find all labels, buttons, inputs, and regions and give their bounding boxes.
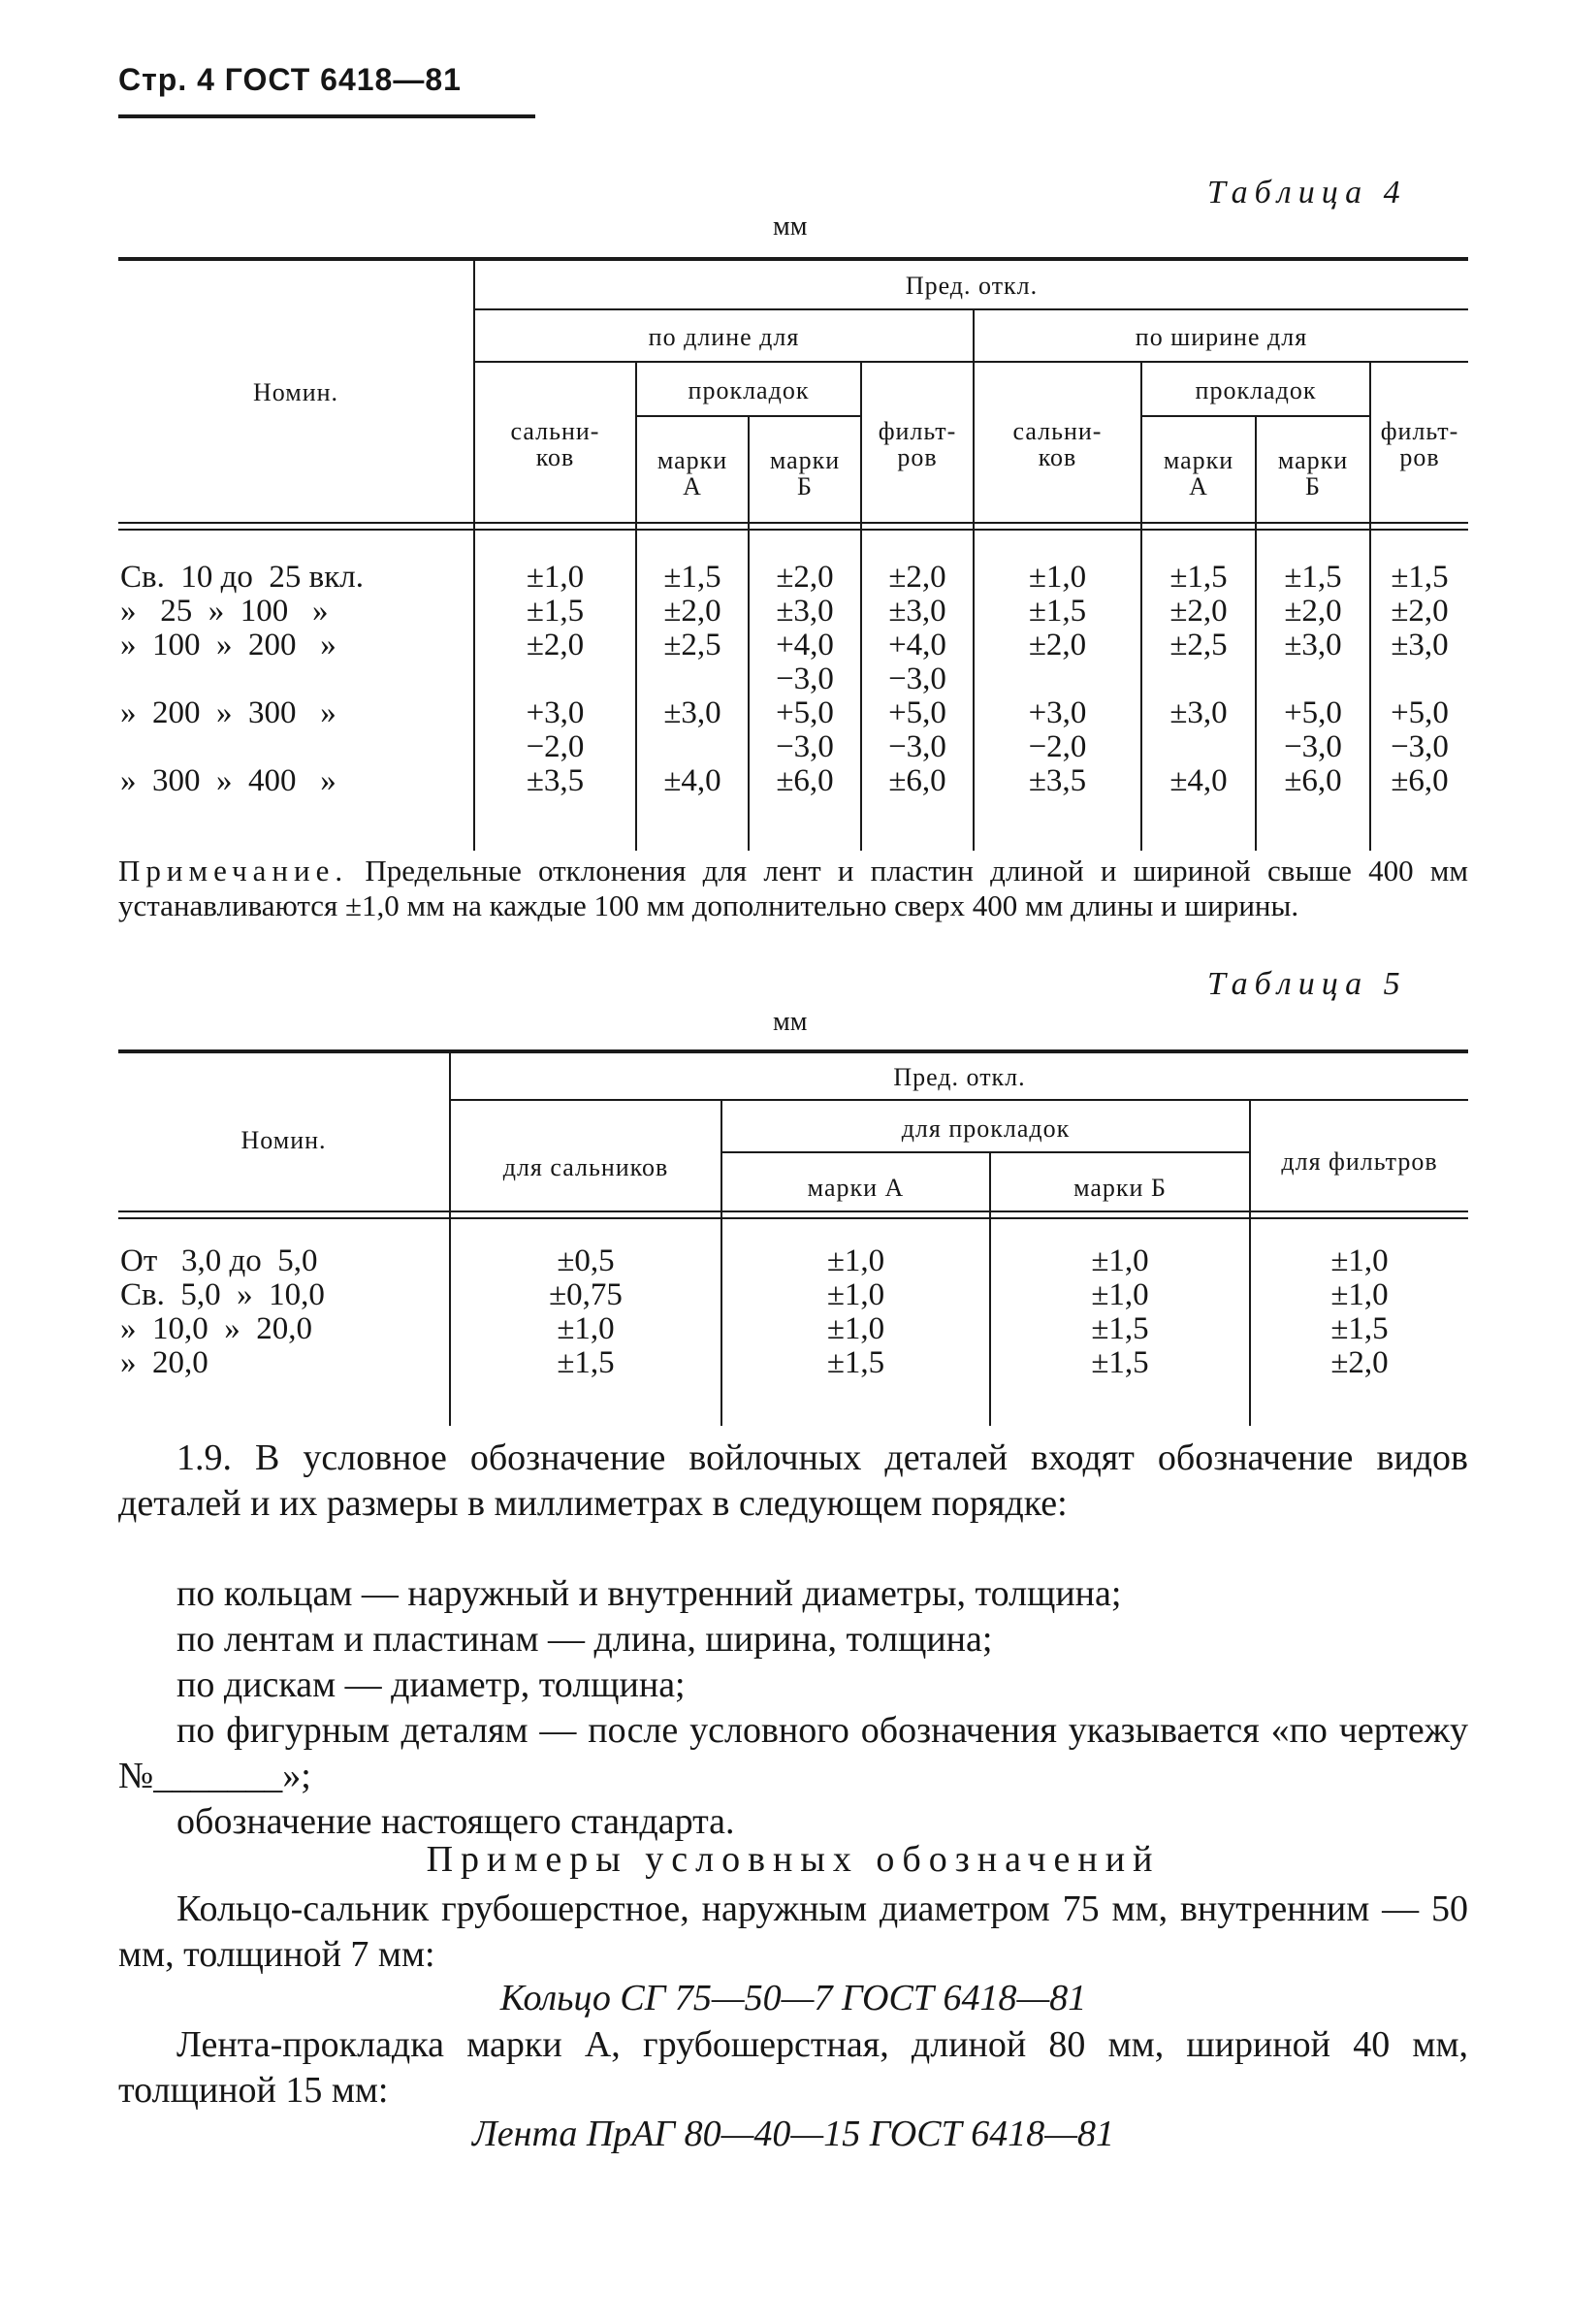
table-cell: ±1,5 [526,594,585,629]
table-cell: ±3,0 [776,594,834,629]
table-cell: ±1,5 [1169,560,1228,595]
section-item-discs: по дискам — диаметр, толщина; [176,1664,686,1705]
table-cell: +4,0 −3,0 [776,628,834,696]
table-cell: ±3,5 [1028,763,1087,798]
table-cell: ±6,0 [776,763,834,798]
table5-header-marka-a: марки А [807,1174,905,1202]
table5-rule [722,1151,1249,1153]
table4-header-filtrov-w: фильт- ров [1380,417,1459,471]
table-cell: ±1,5 [557,1345,615,1380]
table5-header-rule [118,1217,1468,1219]
table5-header-rule [118,1210,1468,1212]
table4-header-salnikov-w: сальни- ков [1012,417,1103,471]
table-cell: ±0,5 [557,1243,615,1278]
table4-header-prokladok-w: прокладок [1195,376,1317,404]
table-cell: ±1,5 [1284,560,1342,595]
table4-header-rule [118,522,1468,524]
table-row-nomin: » 300 » 400 » [120,763,336,798]
section-item-figured: по фигурным деталям — после условного обозначения указывается «по чертежу №_______»; [118,1710,1468,1796]
table-cell: ±3,0 [1169,695,1228,730]
table4-rule [475,361,1468,363]
table4-header-marka-a: марки А [656,446,728,500]
table-cell: ±2,0 [526,628,585,662]
table-cell: +5,0 −3,0 [776,695,834,764]
table-cell: ±2,0 [1391,594,1449,629]
table5-header-salnikov: для сальников [502,1153,669,1181]
table-cell: ±3,5 [526,763,585,798]
table4-header-width: по ширине для [1135,323,1308,351]
table-row-nomin: » 200 » 300 » [120,695,336,730]
table-cell: ±6,0 [1284,763,1342,798]
note-label: Примечание. [118,854,349,888]
table-cell: ±1,5 [1391,560,1449,595]
note-text: Предельные отклонения для лент и пластин длиной и шириной свыше 400 мм устанавливаются ±1,0 мм на каждые 100 мм дополнительно сверх 400 мм длины и ширины. [118,854,1468,922]
table-cell: +5,0 −3,0 [1284,695,1342,764]
table-cell: ±1,0 [1330,1243,1389,1278]
table4-rule [475,308,1468,310]
table-cell: ±2,0 [1330,1345,1389,1380]
table-cell: ±1,0 [1091,1277,1149,1312]
table4-header-marka-b-w: марки Б [1277,446,1349,500]
page-number: Стр. 4 [118,62,215,97]
table5-unit: мм [773,1007,808,1037]
table5-header-nomin: Номин. [240,1126,327,1154]
table5-header-filtrov: для фильтров [1281,1147,1438,1176]
table-cell: ±1,5 [826,1345,885,1380]
table-cell: ±1,0 [826,1311,885,1346]
table-row-nomin: » 25 » 100 » [120,594,329,629]
table4-header-filtrov: фильт- ров [878,417,957,471]
table-cell: ±3,0 [1284,628,1342,662]
table-cell: ±0,75 [549,1277,623,1312]
table-cell: +3,0 −2,0 [1028,695,1087,764]
table4-header-pred: Пред. откл. [905,272,1039,300]
table-cell: ±2,0 [1284,594,1342,629]
table4-caption: Таблица 4 [1207,175,1407,210]
table5-header-pred: Пред. откл. [893,1063,1026,1091]
table-cell: ±4,0 [1169,763,1228,798]
table-cell: ±2,5 [663,628,721,662]
table4-header-rule [118,529,1468,531]
table5-header-marka-b: марки Б [1073,1174,1167,1202]
table5-rule [451,1099,1468,1101]
table4-top-rule [118,257,1468,261]
table4-header-prokladok: прокладок [688,376,810,404]
table-cell: ±2,0 [663,594,721,629]
table5-caption: Таблица 5 [1207,966,1407,1002]
table-cell: +4,0 −3,0 [888,628,946,696]
example2-text: Лента-прокладка марки А, грубошерстная, длиной 80 мм, шириной 40 мм, толщиной 15 мм: [118,2024,1468,2111]
table-cell: ±2,0 [776,560,834,595]
table-cell: ±2,0 [1169,594,1228,629]
page-header [118,62,462,98]
section-item-tapes: по лентам и пластинам — длина, ширина, толщина; [176,1619,993,1660]
table-cell: ±1,5 [1091,1311,1149,1346]
table-cell: +3,0 −2,0 [526,695,585,764]
table-cell: ±3,0 [888,594,946,629]
table-cell: ±4,0 [663,763,721,798]
table4-header-nomin: Номин. [252,378,339,406]
table-cell: ±3,0 [1391,628,1449,662]
table5-top-rule [118,1049,1468,1053]
section-item-standard: обозначение настоящего стандарта. [176,1801,735,1842]
table-row-nomin: Св. 5,0 » 10,0 [120,1277,325,1312]
table4-unit: мм [773,211,808,242]
table-row-nomin: » 100 » 200 » [120,628,336,662]
table-row-nomin: Св. 10 до 25 вкл. [120,560,364,595]
table-cell: ±1,0 [826,1277,885,1312]
table-cell: ±6,0 [888,763,946,798]
table-cell: ±2,0 [888,560,946,595]
table-row-nomin: От 3,0 до 5,0 [120,1243,318,1278]
table5-header-prokladok: для прокладок [901,1114,1071,1143]
table-cell: ±1,5 [663,560,721,595]
table-cell: ±1,0 [826,1243,885,1278]
table4-note [118,854,1468,923]
table-cell: ±1,0 [1028,560,1087,595]
table-cell: ±1,5 [1091,1345,1149,1380]
table-cell: ±1,0 [1091,1243,1149,1278]
table-cell: ±1,5 [1028,594,1087,629]
example1-code: Кольцо СГ 75—50—7 ГОСТ 6418—81 [499,1978,1087,2018]
section-paragraph: 1.9. В условное обозначение войлочных деталей входят обозначение видов деталей и их размеры в миллиметрах в следующем порядке: [118,1437,1468,1524]
table-cell: ±2,0 [1028,628,1087,662]
example1-text: Кольцо-сальник грубошерстное, наружным диаметром 75 мм, внутренним — 50 мм, толщиной 7 мм: [118,1888,1468,1975]
table-row-nomin: » 10,0 » 20,0 [120,1311,312,1346]
table-cell: ±1,0 [526,560,585,595]
table-cell: ±1,0 [557,1311,615,1346]
table4-header-salnikov: сальни- ков [510,417,600,471]
example2-code: Лента ПрАГ 80—40—15 ГОСТ 6418—81 [471,2114,1115,2154]
table-cell: ±6,0 [1391,763,1449,798]
table-row-nomin: » 20,0 [120,1345,208,1380]
examples-heading: Примеры условных обозначений [426,1839,1161,1880]
section-item-rings: по кольцам — наружный и внутренний диаметры, толщина; [176,1573,1122,1614]
table4-header-marka-b: марки Б [769,446,841,500]
table-cell: ±2,5 [1169,628,1228,662]
table4-header-length: по длине для [648,323,800,351]
header-rule [118,114,535,118]
standard-number: ГОСТ 6418—81 [224,62,462,97]
table-cell: ±1,0 [1330,1277,1389,1312]
table4-header-marka-a-w: марки А [1163,446,1234,500]
table-cell: ±3,0 [663,695,721,730]
table-cell: ±1,5 [1330,1311,1389,1346]
table-cell: +5,0 −3,0 [1391,695,1449,764]
table-cell: +5,0 −3,0 [888,695,946,764]
